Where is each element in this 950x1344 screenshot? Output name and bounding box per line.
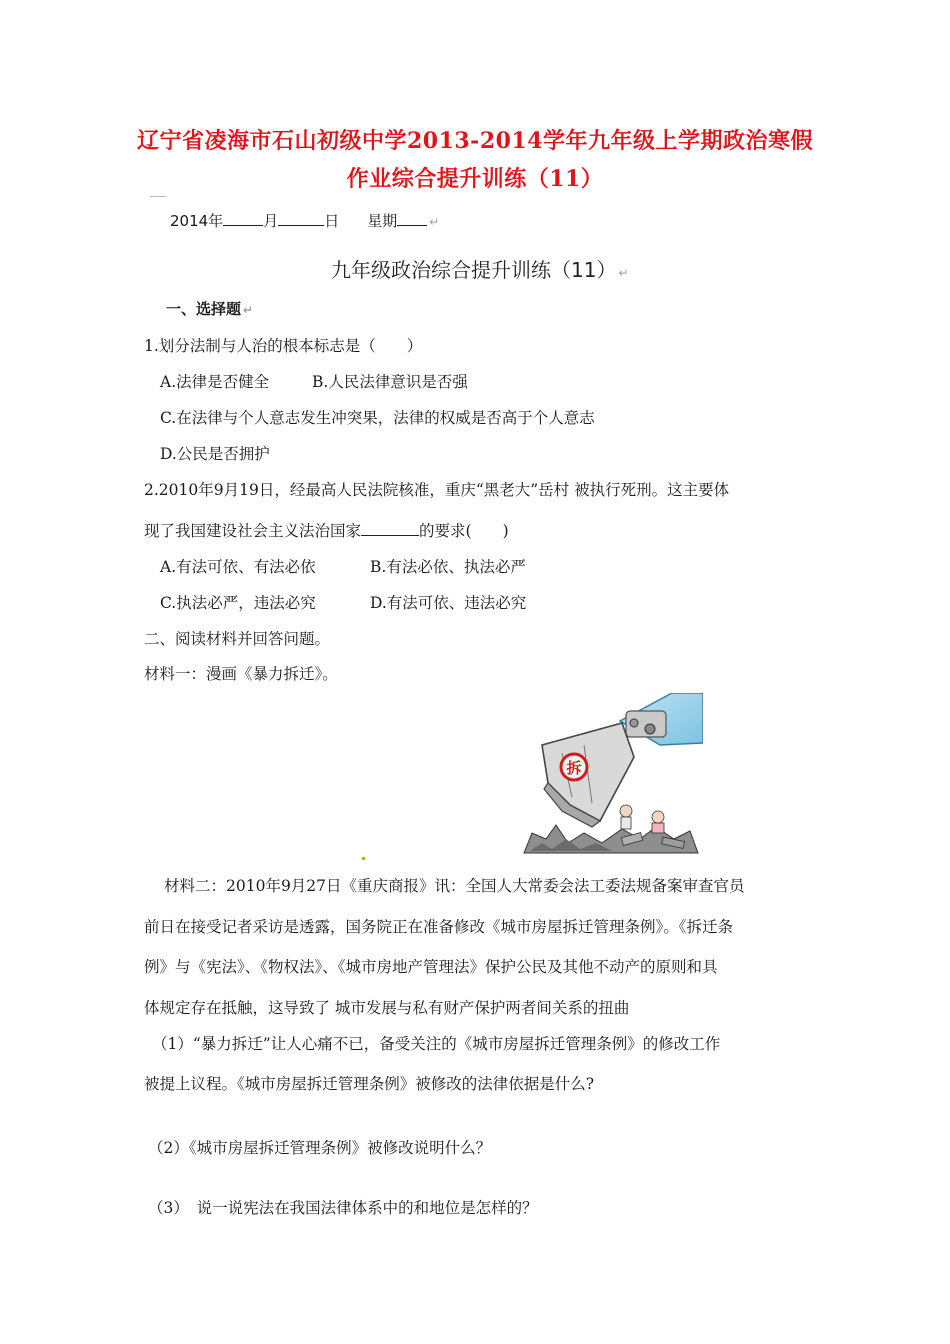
demolish-character: 拆 — [566, 759, 582, 777]
return-mark-icon: ↵ — [243, 303, 254, 317]
week-blank — [397, 211, 427, 226]
section1-heading-text: 一、选择题 — [166, 300, 242, 318]
demolition-cartoon-image — [522, 693, 703, 859]
section2-heading: 二、阅读材料并回答问题。 — [144, 630, 331, 648]
q2-stem-line2-a: 现了我国建设社会主义法治国家 — [144, 522, 362, 540]
material2-line4: 体规定存在抵触，这导致了 城市发展与私有财产保护两者间关系的扭曲 — [144, 999, 630, 1017]
date-day: 日 — [324, 212, 340, 230]
date-year: 2014年 — [170, 212, 224, 230]
document-title-line1: 辽宁省凌海市石山初级中学2013-2014学年九年级上学期政治寒假 — [136, 128, 814, 154]
subtitle-text: 九年级政治综合提升训练（11） — [331, 258, 617, 282]
material2-line3: 例》与《宪法》、《物权法》、《城市房地产管理法》保护公民及其他不动产的原则和具 — [144, 958, 718, 976]
stray-mark — [362, 857, 365, 860]
q2-stem-line2 — [144, 519, 509, 541]
q1-option-d: D.公民是否拥护 — [160, 445, 270, 463]
q2-option-d: D.有法可依、违法必究 — [370, 594, 527, 612]
dash-mark — [150, 196, 166, 197]
q2-stem-line2-b: 的要求( ) — [419, 522, 509, 540]
q2-stem-line1: 2.2010年9月19日，经最高人民法院核准，重庆“黑老大”岳村 被执行死刑。这主要体 — [144, 481, 730, 499]
month-blank — [223, 211, 263, 226]
q2-option-b: B.有法必依、执法必严 — [370, 558, 526, 576]
material2-line2: 前日在接受记者采访是透露，国务院正在准备修改《城市房屋拆迁管理条例》。《拆迁条 — [144, 918, 734, 936]
section1-heading — [166, 298, 253, 319]
q1-option-a: A.法律是否健全 — [160, 373, 270, 391]
return-mark-icon: ↵ — [618, 266, 629, 280]
document-title-line2: 作业综合提升训练（11） — [346, 166, 604, 192]
date-week: 星期 — [367, 212, 398, 230]
subtitle — [331, 254, 629, 283]
date-line — [170, 210, 439, 231]
q2-option-c: C.执法必严，违法必究 — [160, 594, 316, 612]
question1-line1: （1）“暴力拆迁”让人心痛不已，备受关注的《城市房屋拆迁管理条例》的修改工作 — [152, 1035, 721, 1053]
q1-option-b: B.人民法律意识是否强 — [312, 373, 468, 391]
q1-stem: 1.划分法制与人治的根本标志是（ ） — [144, 337, 423, 355]
day-blank — [278, 211, 324, 226]
material2-line1: 材料二：2010年9月27日《重庆商报》讯：全国人大常委会法工委法规备案审查官员 — [164, 877, 745, 895]
return-mark-icon: ↵ — [429, 215, 440, 229]
material1-label: 材料一：漫画《暴力拆迁》。 — [144, 665, 338, 683]
question1-line2: 被提上议程。《城市房屋拆迁管理条例》被修改的法律依据是什么? — [144, 1075, 595, 1093]
q2-option-a: A.有法可依、有法必依 — [160, 558, 316, 576]
q1-option-c: C.在法律与个人意志发生冲突果，法律的权威是否高于个人意志 — [160, 409, 595, 427]
question3: （3） 说一说宪法在我国法律体系中的和地位是怎样的？ — [148, 1199, 538, 1217]
q2-blank — [361, 521, 419, 536]
question2: （2）《城市房屋拆迁管理条例》被修改说明什么？ — [148, 1139, 492, 1157]
date-month: 月 — [263, 212, 279, 230]
